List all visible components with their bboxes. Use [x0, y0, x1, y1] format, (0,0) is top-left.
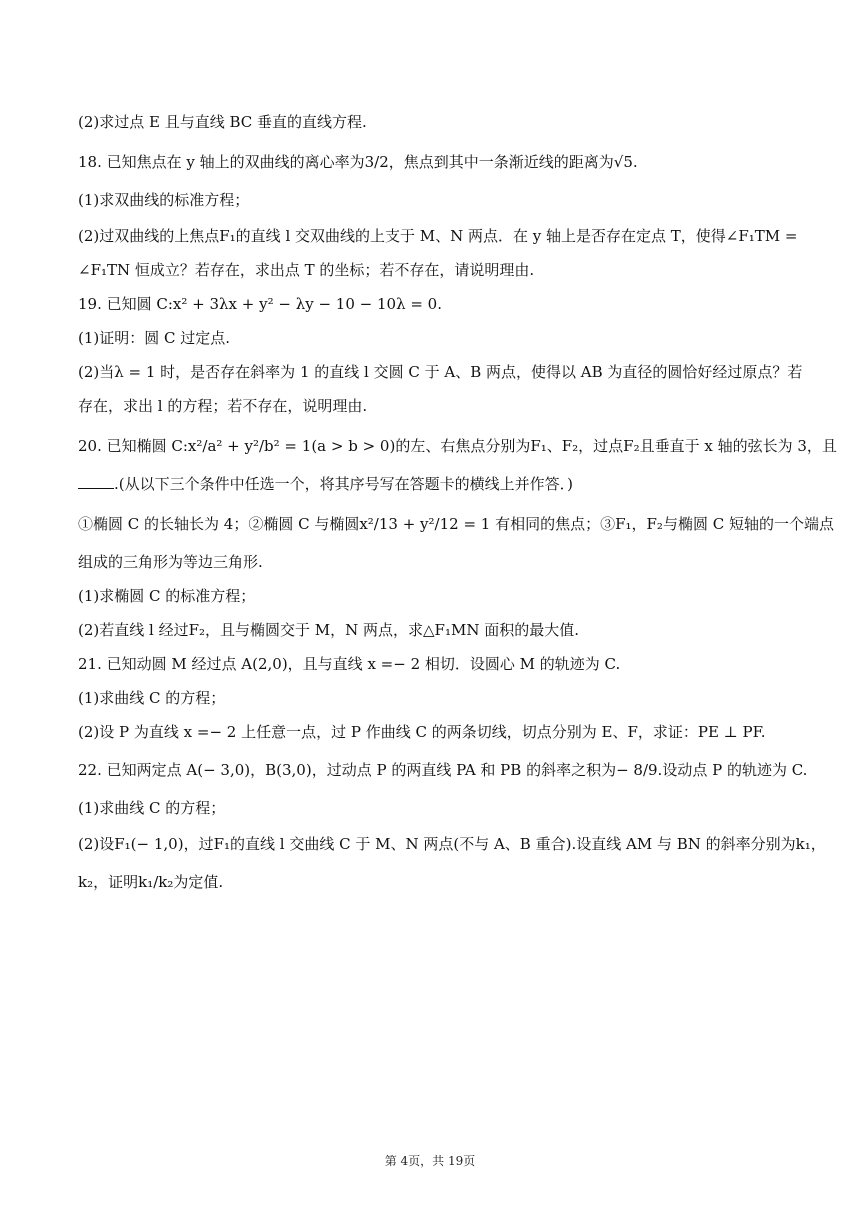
q19-stem: 19. 已知圆 C:x² + 3λx + y² − λy − 10 − 10λ = 0. — [78, 295, 442, 313]
q20-conditions-line2: 组成的三角形为等边三角形. — [78, 553, 263, 571]
q20-stem: 20. 已知椭圆 C:x²/a² + y²/b² = 1(a > b > 0)的左、右焦点分别为F₁、F₂，过点F₂且垂直于 x 轴的弦长为 3，且 — [78, 437, 837, 455]
q20-conditions-line1: ①椭圆 C 的长轴长为 4；②椭圆 C 与椭圆x²/13 + y²/12 = 1 有相同的焦点；③F₁，F₂与椭圆 C 短轴的一个端点 — [78, 515, 834, 533]
q20-part1: (1)求椭圆 C 的标准方程； — [78, 587, 256, 605]
q19-part2-line1: (2)当λ = 1 时，是否存在斜率为 1 的直线 l 交圆 C 于 A、B 两点，使得以 AB 为直径的圆恰好经过原点？若 — [78, 363, 803, 381]
q21-part2: (2)设 P 为直线 x =− 2 上任意一点，过 P 作曲线 C 的两条切线，切点分别为 E、F，求证：PE ⊥ PF. — [78, 723, 766, 741]
q22-part2-line2: k₂，证明k₁/k₂为定值. — [78, 873, 224, 891]
q18-part2-line1: (2)过双曲线的上焦点F₁的直线 l 交双曲线的上支于 M、N 两点．在 y 轴上是否存在定点 T，使得∠F₁TM = — [78, 227, 798, 245]
q18-stem: 18. 已知焦点在 y 轴上的双曲线的离心率为3/2，焦点到其中一条渐近线的距离为√5. — [78, 153, 638, 171]
q22-part1: (1)求曲线 C 的方程； — [78, 799, 226, 817]
q19-part2-line2: 存在，求出 l 的方程；若不存在，说明理由. — [78, 397, 368, 415]
q22-stem: 22. 已知两定点 A(− 3,0)，B(3,0)，过动点 P 的两直线 PA 和 PB 的斜率之积为− 8/9.设动点 P 的轨迹为 C. — [78, 761, 808, 779]
answer-blank — [78, 474, 114, 489]
q18-part2-line2: ∠F₁TN 恒成立？若存在，求出点 T 的坐标；若不存在，请说明理由. — [78, 261, 535, 279]
q17-part2: (2)求过点 E 且与直线 BC 垂直的直线方程. — [78, 113, 367, 131]
q20-choice-prompt — [78, 474, 573, 494]
q19-part1: (1)证明：圆 C 过定点. — [78, 329, 231, 347]
q21-stem: 21. 已知动圆 M 经过点 A(2,0)，且与直线 x =− 2 相切．设圆心 M 的轨迹为 C. — [78, 655, 621, 673]
q21-part1: (1)求曲线 C 的方程； — [78, 689, 226, 707]
q18-part1: (1)求双曲线的标准方程； — [78, 191, 250, 209]
q22-part2-line1: (2)设F₁(− 1,0)，过F₁的直线 l 交曲线 C 于 M、N 两点(不与 A、B 重合).设直线 AM 与 BN 的斜率分别为k₁， — [78, 835, 826, 853]
q20-part2: (2)若直线 l 经过F₂，且与椭圆交于 M，N 两点，求△F₁MN 面积的最大值. — [78, 621, 580, 639]
page-footer: 第 4页，共 19页 — [384, 1154, 476, 1168]
q20-choice-text: .(从以下三个条件中任选一个，将其序号写在答题卡的横线上并作答．) — [114, 475, 573, 493]
